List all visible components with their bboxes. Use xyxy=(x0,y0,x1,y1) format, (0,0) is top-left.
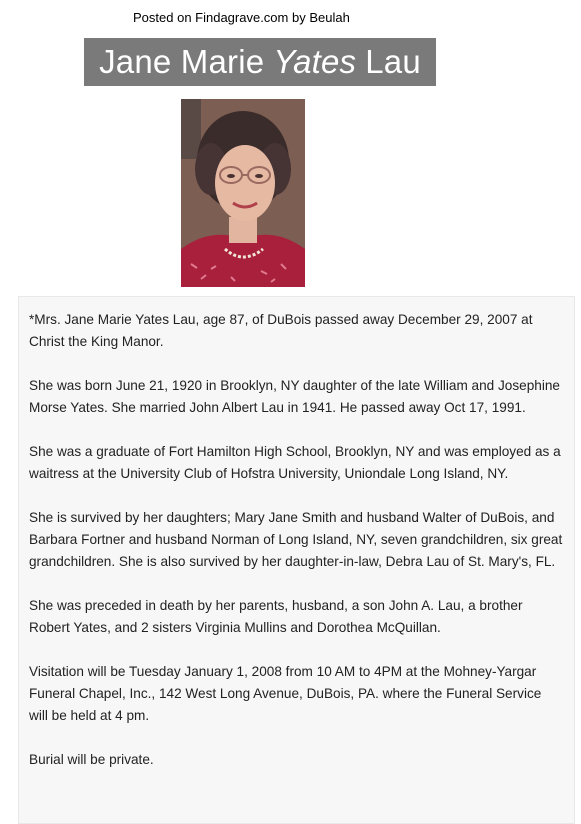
obituary-paragraph: She was a graduate of Fort Hamilton High School, Brooklyn, NY and was employed as a waitress at the University Club of Hofstra University, Uniondale Long Island, NY. xyxy=(29,444,561,481)
first-name: Jane Marie xyxy=(99,43,265,80)
obituary-paragraph: She was born June 21, 1920 in Brooklyn, NY daughter of the late William and Josephine Morse Yates. She married John Albert Lau in 1941. He passed away Oct 17, 1991. xyxy=(29,378,560,415)
obituary-text xyxy=(29,309,563,793)
obituary-paragraph: Visitation will be Tuesday January 1, 2008 from 10 AM to 4PM at the Mohney-Yargar Funeral Chapel, Inc., 142 West Long Avenue, DuBois, PA. where the Funeral Service will be held at 4 pm. xyxy=(29,664,542,723)
obituary-paragraph: She was preceded in death by her parents, husband, a son John A. Lau, a brother Robert Yates, and 2 sisters Virginia Mullins and Dorothea McQuillan. xyxy=(29,598,523,635)
obituary-paragraph: Burial will be private. xyxy=(29,752,154,767)
obituary-paragraph: *Mrs. Jane Marie Yates Lau, age 87, of DuBois passed away December 29, 2007 at Christ the King Manor. xyxy=(29,312,533,349)
obituary-paragraph: She is survived by her daughters; Mary Jane Smith and husband Walter of DuBois, and Barbara Fortner and husband Norman of Long Island, NY, seven grandchildren, six great grandchildren. She is also survived by her daughter-in-law, Debra Lau of St. Mary's, FL. xyxy=(29,510,563,569)
obituary-panel xyxy=(18,296,575,824)
portrait-photo xyxy=(181,99,305,287)
name-title-banner xyxy=(84,38,436,86)
maiden-name: Yates xyxy=(273,43,357,80)
last-name: Lau xyxy=(365,43,421,80)
posted-by-credit: Posted on Findagrave.com by Beulah xyxy=(133,10,350,25)
